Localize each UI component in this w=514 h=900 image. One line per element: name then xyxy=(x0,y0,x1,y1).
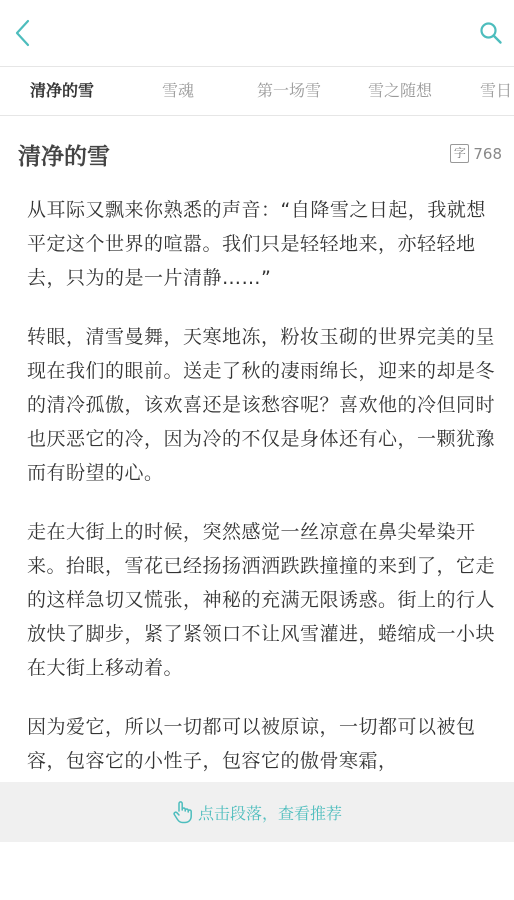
top-navigation-bar xyxy=(0,0,514,66)
paragraph[interactable]: 从耳际又飘来你熟悉的声音：“自降雪之日起，我就想平定这个世界的喧嚣。我们只是轻轻地来，亦轻轻地去，只为的是一片清静……” xyxy=(27,199,486,289)
paragraph[interactable]: 走在大街上的时候，突然感觉一丝凉意在鼻尖晕染开来。抬眼，雪花已经扬扬洒洒跌跌撞撞的来到了，它走的这样急切又慌张，神秘的充满无限诱惑。街上的行人放快了脚步，紧了紧领口不让风雪灌进，蜷缩成一小块在大街上移动着。 xyxy=(27,521,496,679)
tab-xue-hun[interactable]: 雪魂 xyxy=(162,81,195,100)
word-count-value: 768 xyxy=(473,144,502,163)
paragraph[interactable]: 转眼，清雪曼舞，天寒地冻，粉妆玉砌的世界完美的呈现在我们的眼前。送走了秋的凄雨绵长，迎来的却是冬的清冷孤傲，该欢喜还是该愁容呢？喜欢他的冷但同时也厌恶它的冷，因为冷的不仅是身体还有心，一颗犹豫而有盼望的心。 xyxy=(27,326,496,484)
recommend-bar[interactable] xyxy=(0,782,514,842)
tab-qingjing-de-xue[interactable]: 清净的雪 xyxy=(30,81,95,100)
tab-xue-zhi-suixiang[interactable]: 雪之随想 xyxy=(368,81,433,100)
tap-hand-icon xyxy=(172,800,194,824)
article-body xyxy=(27,193,499,783)
search-button[interactable] xyxy=(474,14,508,52)
article-title: 清净的雪 xyxy=(18,144,110,170)
chevron-left-icon xyxy=(13,18,33,48)
tab-xue-ri[interactable]: 雪日 xyxy=(480,81,513,100)
tab-di-yi-chang-xue[interactable]: 第一场雪 xyxy=(257,81,322,100)
bottom-area xyxy=(0,842,514,900)
back-button[interactable] xyxy=(6,14,40,52)
char-count-icon: 字 xyxy=(450,144,469,163)
paragraph[interactable]: 因为爱它，所以一切都可以被原谅，一切都可以被包容，包容它的小性子，包容它的傲骨寒霜， xyxy=(27,716,476,772)
word-count xyxy=(450,144,502,163)
recommend-label: 点击段落，查看推荐 xyxy=(197,803,342,823)
search-icon xyxy=(479,21,503,45)
article-tabs xyxy=(0,66,514,116)
